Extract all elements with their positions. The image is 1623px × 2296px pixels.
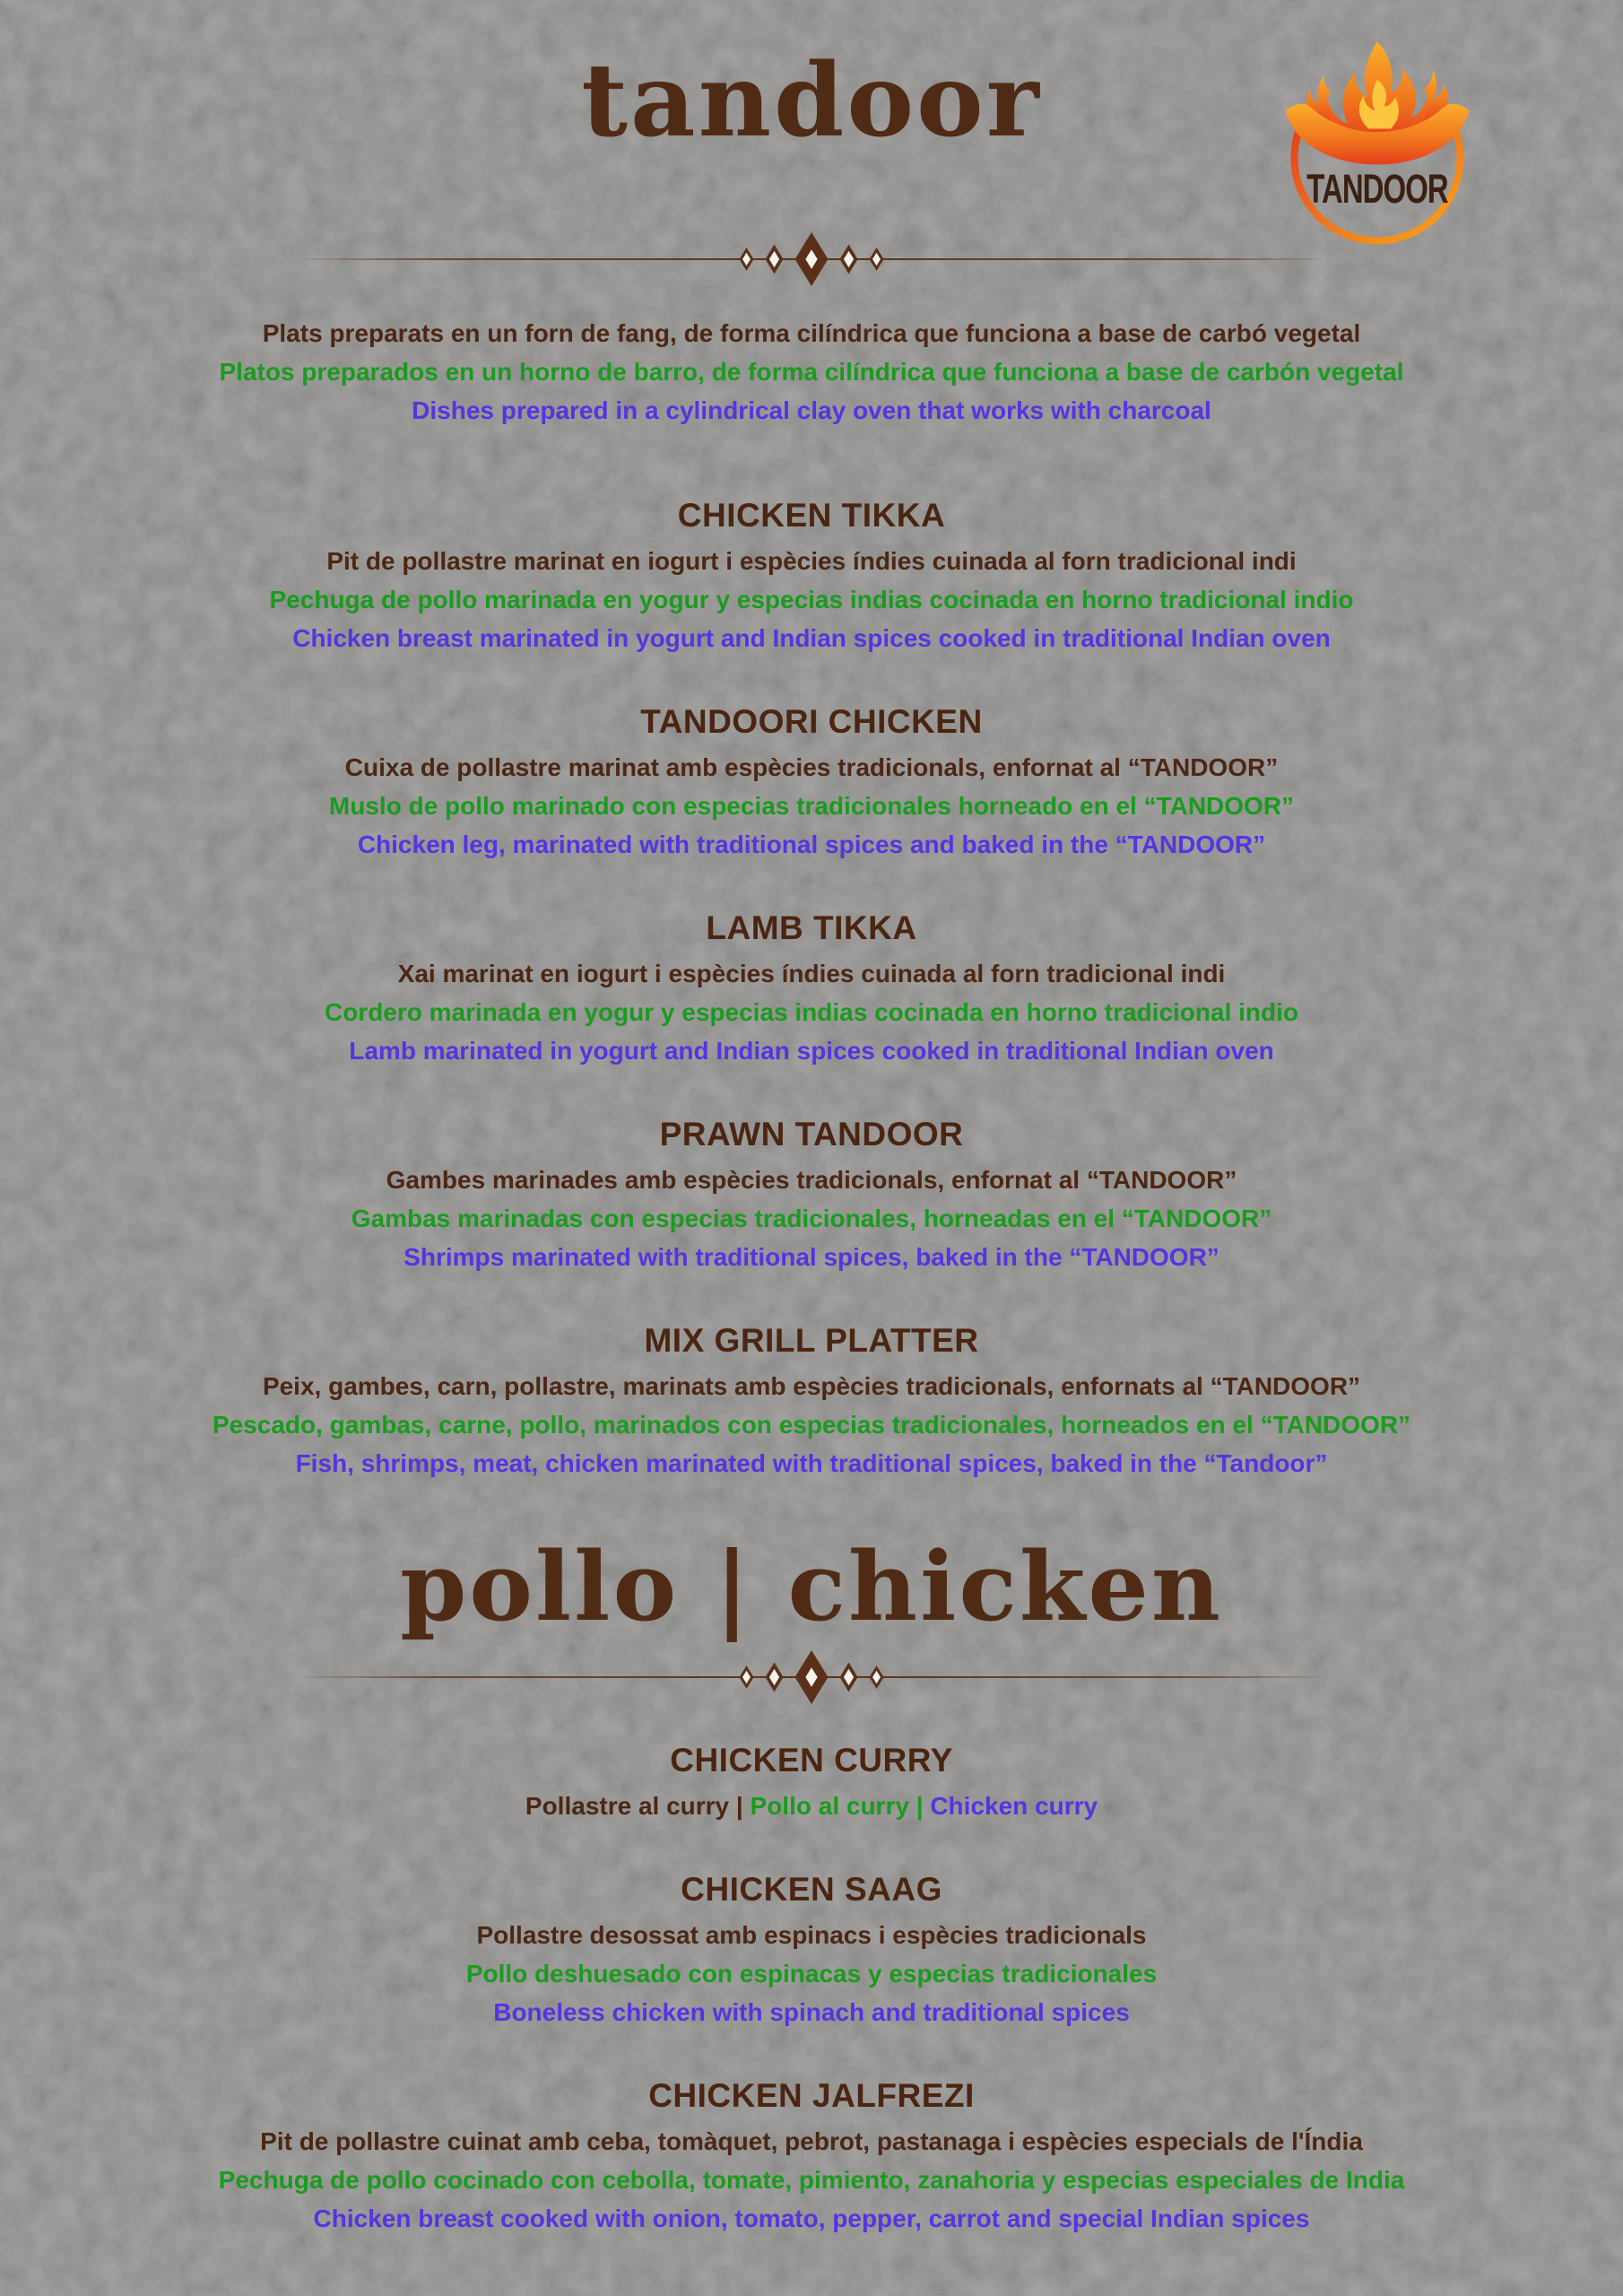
diamond-icon: [740, 1665, 754, 1689]
intro-english: Dishes prepared in a cylindrical clay oven that works with charcoal: [412, 396, 1211, 424]
diamond-icon: [740, 248, 754, 271]
diamond-icon: [840, 245, 858, 274]
dish-desc-catalan: Pit de pollastre marinat en iogurt i espècies índies cuinada al forn tradicional indi: [326, 547, 1297, 575]
dish-title: CHICKEN JALFREZI: [648, 2077, 975, 2114]
dish-desc-spanish: Pollo al curry |: [750, 1792, 931, 1820]
ornament-divider: [291, 231, 1332, 287]
dish-desc-english: Shrimps marinated with traditional spices, baked in the “TANDOOR”: [404, 1243, 1219, 1271]
header: [0, 25, 1623, 231]
diamond-icon: [795, 232, 829, 286]
dish-title: CHICKEN TIKKA: [677, 497, 946, 534]
dish-desc-catalan: Peix, gambes, carn, pollastre, marinats amb espècies tradicionals, enfornats al “TANDOOR”: [262, 1372, 1361, 1400]
dish-desc-spanish: Cordero marinada en yogur y especias indias cocinada en horno tradicional indio: [324, 998, 1299, 1026]
dish-title: PRAWN TANDOOR: [659, 1116, 964, 1152]
dish-title: TANDOORI CHICKEN: [640, 703, 983, 740]
dish-desc-spanish: Pescado, gambas, carne, pollo, marinados con especias tradicionales, horneados en el “TANDOOR”: [212, 1411, 1411, 1439]
dish-desc-spanish: Pechuga de pollo marinada en yogur y especias indias cocinada en horno tradicional indio: [269, 586, 1354, 613]
dish-desc-multilang: [0, 1787, 1623, 1825]
dish-desc-spanish: Muslo de pollo marinado con especias tradicionales horneado en el “TANDOOR”: [328, 792, 1295, 820]
dish-desc-catalan: Cuixa de pollastre marinat amb espècies tradicionals, enfornat al “TANDOOR”: [344, 753, 1279, 781]
menu-item-prawn-tandoor: [0, 1115, 1623, 1276]
section-title: pollo | chicken: [400, 1530, 1223, 1642]
dish-title: CHICKEN CURRY: [670, 1742, 953, 1779]
tandoor-logo: [1264, 32, 1490, 257]
tandoor-logo-icon: [1264, 32, 1490, 257]
dish-desc-english: Lamb marinated in yogurt and Indian spices cooked in traditional Indian oven: [349, 1037, 1274, 1065]
dish-desc-catalan: Pit de pollastre cuinat amb ceba, tomàquet, pebrot, pastanaga i espècies especials de l'Índia: [260, 2127, 1363, 2155]
dish-desc-english: Boneless chicken with spinach and traditional spices: [493, 1998, 1130, 2026]
dish-desc-english: Chicken breast cooked with onion, tomato, pepper, carrot and special Indian spices: [313, 2205, 1310, 2232]
dish-title: MIX GRILL PLATTER: [644, 1322, 979, 1359]
menu-item-chicken-tikka: [0, 496, 1623, 657]
dish-desc-english: Chicken curry: [930, 1792, 1098, 1820]
diamond-icon: [766, 1663, 784, 1692]
dish-desc-spanish: Gambas marinadas con especias tradicionales, horneadas en el “TANDOOR”: [351, 1205, 1272, 1232]
menu-item-lamb-tikka: [0, 909, 1623, 1070]
diamond-icon: [840, 1663, 858, 1692]
diamond-icon: [795, 1650, 829, 1704]
dish-desc-catalan: Pollastre al curry |: [525, 1792, 751, 1820]
dish-desc-english: Chicken breast marinated in yogurt and Indian spices cooked in traditional Indian oven: [292, 624, 1331, 652]
intro-spanish: Platos preparados en un horno de barro, de forma cilíndrica que funciona a base de carbón vegetal: [219, 358, 1404, 386]
dish-desc-catalan: Gambes marinades amb espècies tradicionals, enfornat al “TANDOOR”: [386, 1166, 1237, 1194]
dish-title: CHICKEN SAAG: [681, 1871, 942, 1908]
menu-item-tandoori-chicken: [0, 702, 1623, 864]
intro-catalan: Plats preparats en un forn de fang, de forma cilíndrica que funciona a base de carbó vegetal: [262, 319, 1361, 347]
dish-desc-english: Chicken leg, marinated with traditional spices and baked in the “TANDOOR”: [357, 831, 1266, 858]
dish-desc-spanish: Pollo deshuesado con espinacas y especias tradicionales: [465, 1960, 1158, 1987]
menu-item-chicken-curry: [0, 1741, 1623, 1825]
section-intro: [0, 314, 1623, 430]
diamond-icon: [870, 248, 884, 271]
menu-item-chicken-jalfrezi: [0, 2076, 1623, 2238]
dish-desc-catalan: Pollastre desossat amb espinacs i espècies tradicionals: [476, 1921, 1147, 1949]
diamond-icon: [766, 245, 784, 274]
menu-item-mix-grill-platter: [0, 1321, 1623, 1483]
dish-title: LAMB TIKKA: [706, 909, 917, 946]
menu-item-chicken-saag: [0, 1870, 1623, 2031]
ornament-divider: [291, 1649, 1332, 1705]
logo-text: TANDOOR: [1306, 166, 1449, 212]
dish-desc-spanish: Pechuga de pollo cocinado con cebolla, tomate, pimiento, zanahoria y especias especiales de India: [218, 2166, 1405, 2194]
dish-desc-english: Fish, shrimps, meat, chicken marinated with traditional spices, baked in the “Tandoor”: [295, 1449, 1328, 1477]
chicken-section-header: [0, 1524, 1623, 1705]
diamond-icon: [870, 1665, 884, 1689]
page-title: tandoor: [581, 42, 1042, 160]
dish-desc-catalan: Xai marinat en iogurt i espècies índies cuinada al forn tradicional indi: [397, 960, 1226, 987]
